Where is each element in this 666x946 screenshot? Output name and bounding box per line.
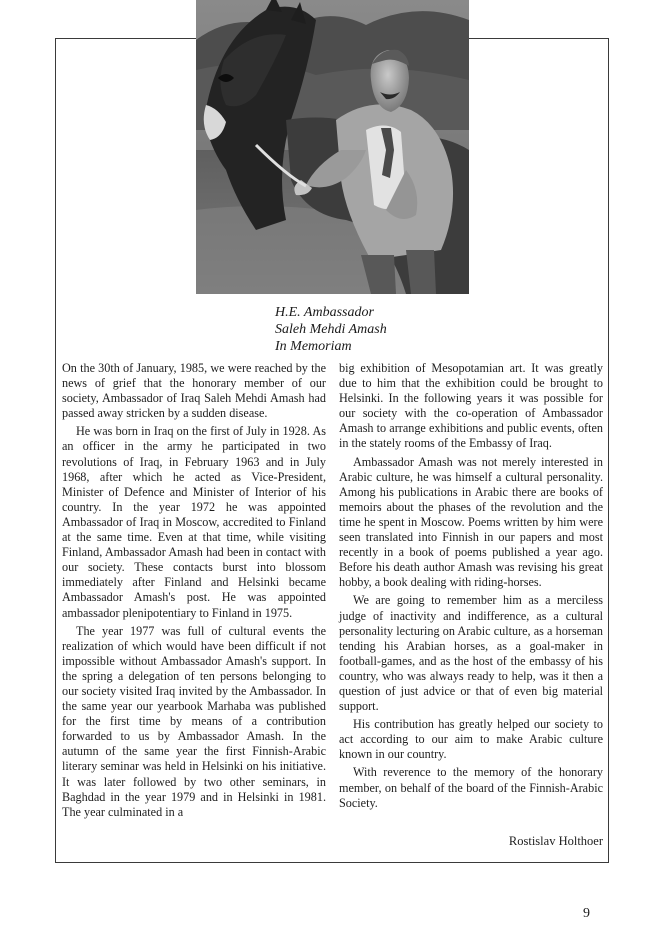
frame-top-right-rule bbox=[469, 38, 609, 39]
article-right-column bbox=[339, 361, 603, 814]
article-paragraph: On the 30th of January, 1985, we were reached by the news of grief that the honorary member of our society, Ambassador of Iraq Saleh Mehdi Amash had passed away stricken by a sudden disease. bbox=[62, 361, 326, 421]
frame-right-rule bbox=[608, 38, 609, 862]
frame-top-left-rule bbox=[55, 38, 196, 39]
article-paragraph: Ambassador Amash was not merely interested in Arabic culture, he was himself a cultural personality. Among his publications in Arabic there are books of memoirs about the phases of the revolution and the time he spent in Moscow. Poems written by him were seen translated into Finnish in our papers and most recently in a book of poems published a year ago. Before his death author Amash was revising his great hobby, a book dealing with riding-horses. bbox=[339, 454, 603, 590]
page-number: 9 bbox=[583, 906, 590, 921]
frame-bottom-rule bbox=[55, 862, 609, 863]
ambassador-horse-photo bbox=[196, 0, 469, 294]
photo-caption bbox=[275, 304, 495, 355]
article-paragraph: We are going to remember him as a merciless judge of inactivity and indifference, as a cultural personality lecturing on Arabic culture, as a horseman tending his Arabian horses, as a goal-maker in football-games, and as the host of the embassy of his country, who was always ready to help, was it then a question of just advice or that of even big material support. bbox=[339, 593, 603, 714]
article-paragraph: The year 1977 was full of cultural events the realization of which would have been difficult if not impossible without Ambassador Amash's support. In the spring a delegation of ten persons belonging to our society visited Iraq invited by the Ambassador. In the same year our yearbook Marhaba was published for the first time by means of a contribution forwarded to us by Ambassador Amash. In the autumn of the same year the first Finnish-Arabic literary seminar was held in Helsinki on his initiative. It was later followed by two other seminars, in Baghdad in the year 1979 and in Helsinki in 1981. The year culminated in a bbox=[62, 623, 326, 819]
caption-name: Saleh Mehdi Amash bbox=[275, 322, 387, 337]
caption-memoriam: In Memoriam bbox=[275, 339, 352, 354]
frame-left-rule bbox=[55, 38, 56, 862]
author-signature: Rostislav Holthoer bbox=[508, 834, 603, 848]
caption-title: H.E. Ambassador bbox=[275, 305, 374, 320]
article-left-column bbox=[62, 361, 326, 823]
article-paragraph: big exhibition of Mesopotamian art. It was greatly due to him that the exhibition could be brought to Helsinki. In the following years it was possible for our society with the co-operation of Ambassador Amash to arrange exhibitions and public events, often in the stately rooms of the Embassy of Iraq. bbox=[339, 361, 603, 451]
article-paragraph: With reverence to the memory of the honorary member, on behalf of the board of the Finnish-Arabic Society. bbox=[339, 765, 603, 810]
article-paragraph: He was born in Iraq on the first of July in 1928. As an officer in the army he participated in two revolutions of Iraq, in February 1963 and in July 1968, after which he acted as Vice-President, Minister of Defence and Minister of Interior of his country. In the year 1972 he was appointed Ambassador of Iraq in Moscow, accredited to Finland at the same time. Even at that time, while visiting Finland, Ambassador Amash had been in contact with our society. These contacts burst into blossom immediately after Finland and Helsinki became Ambassador Amash's post. He was appointed ambassador plenipotentiary to Finland in 1975. bbox=[62, 424, 326, 620]
article-paragraph: His contribution has greatly helped our society to act according to our aim to make Arabic culture known in our country. bbox=[339, 717, 603, 762]
